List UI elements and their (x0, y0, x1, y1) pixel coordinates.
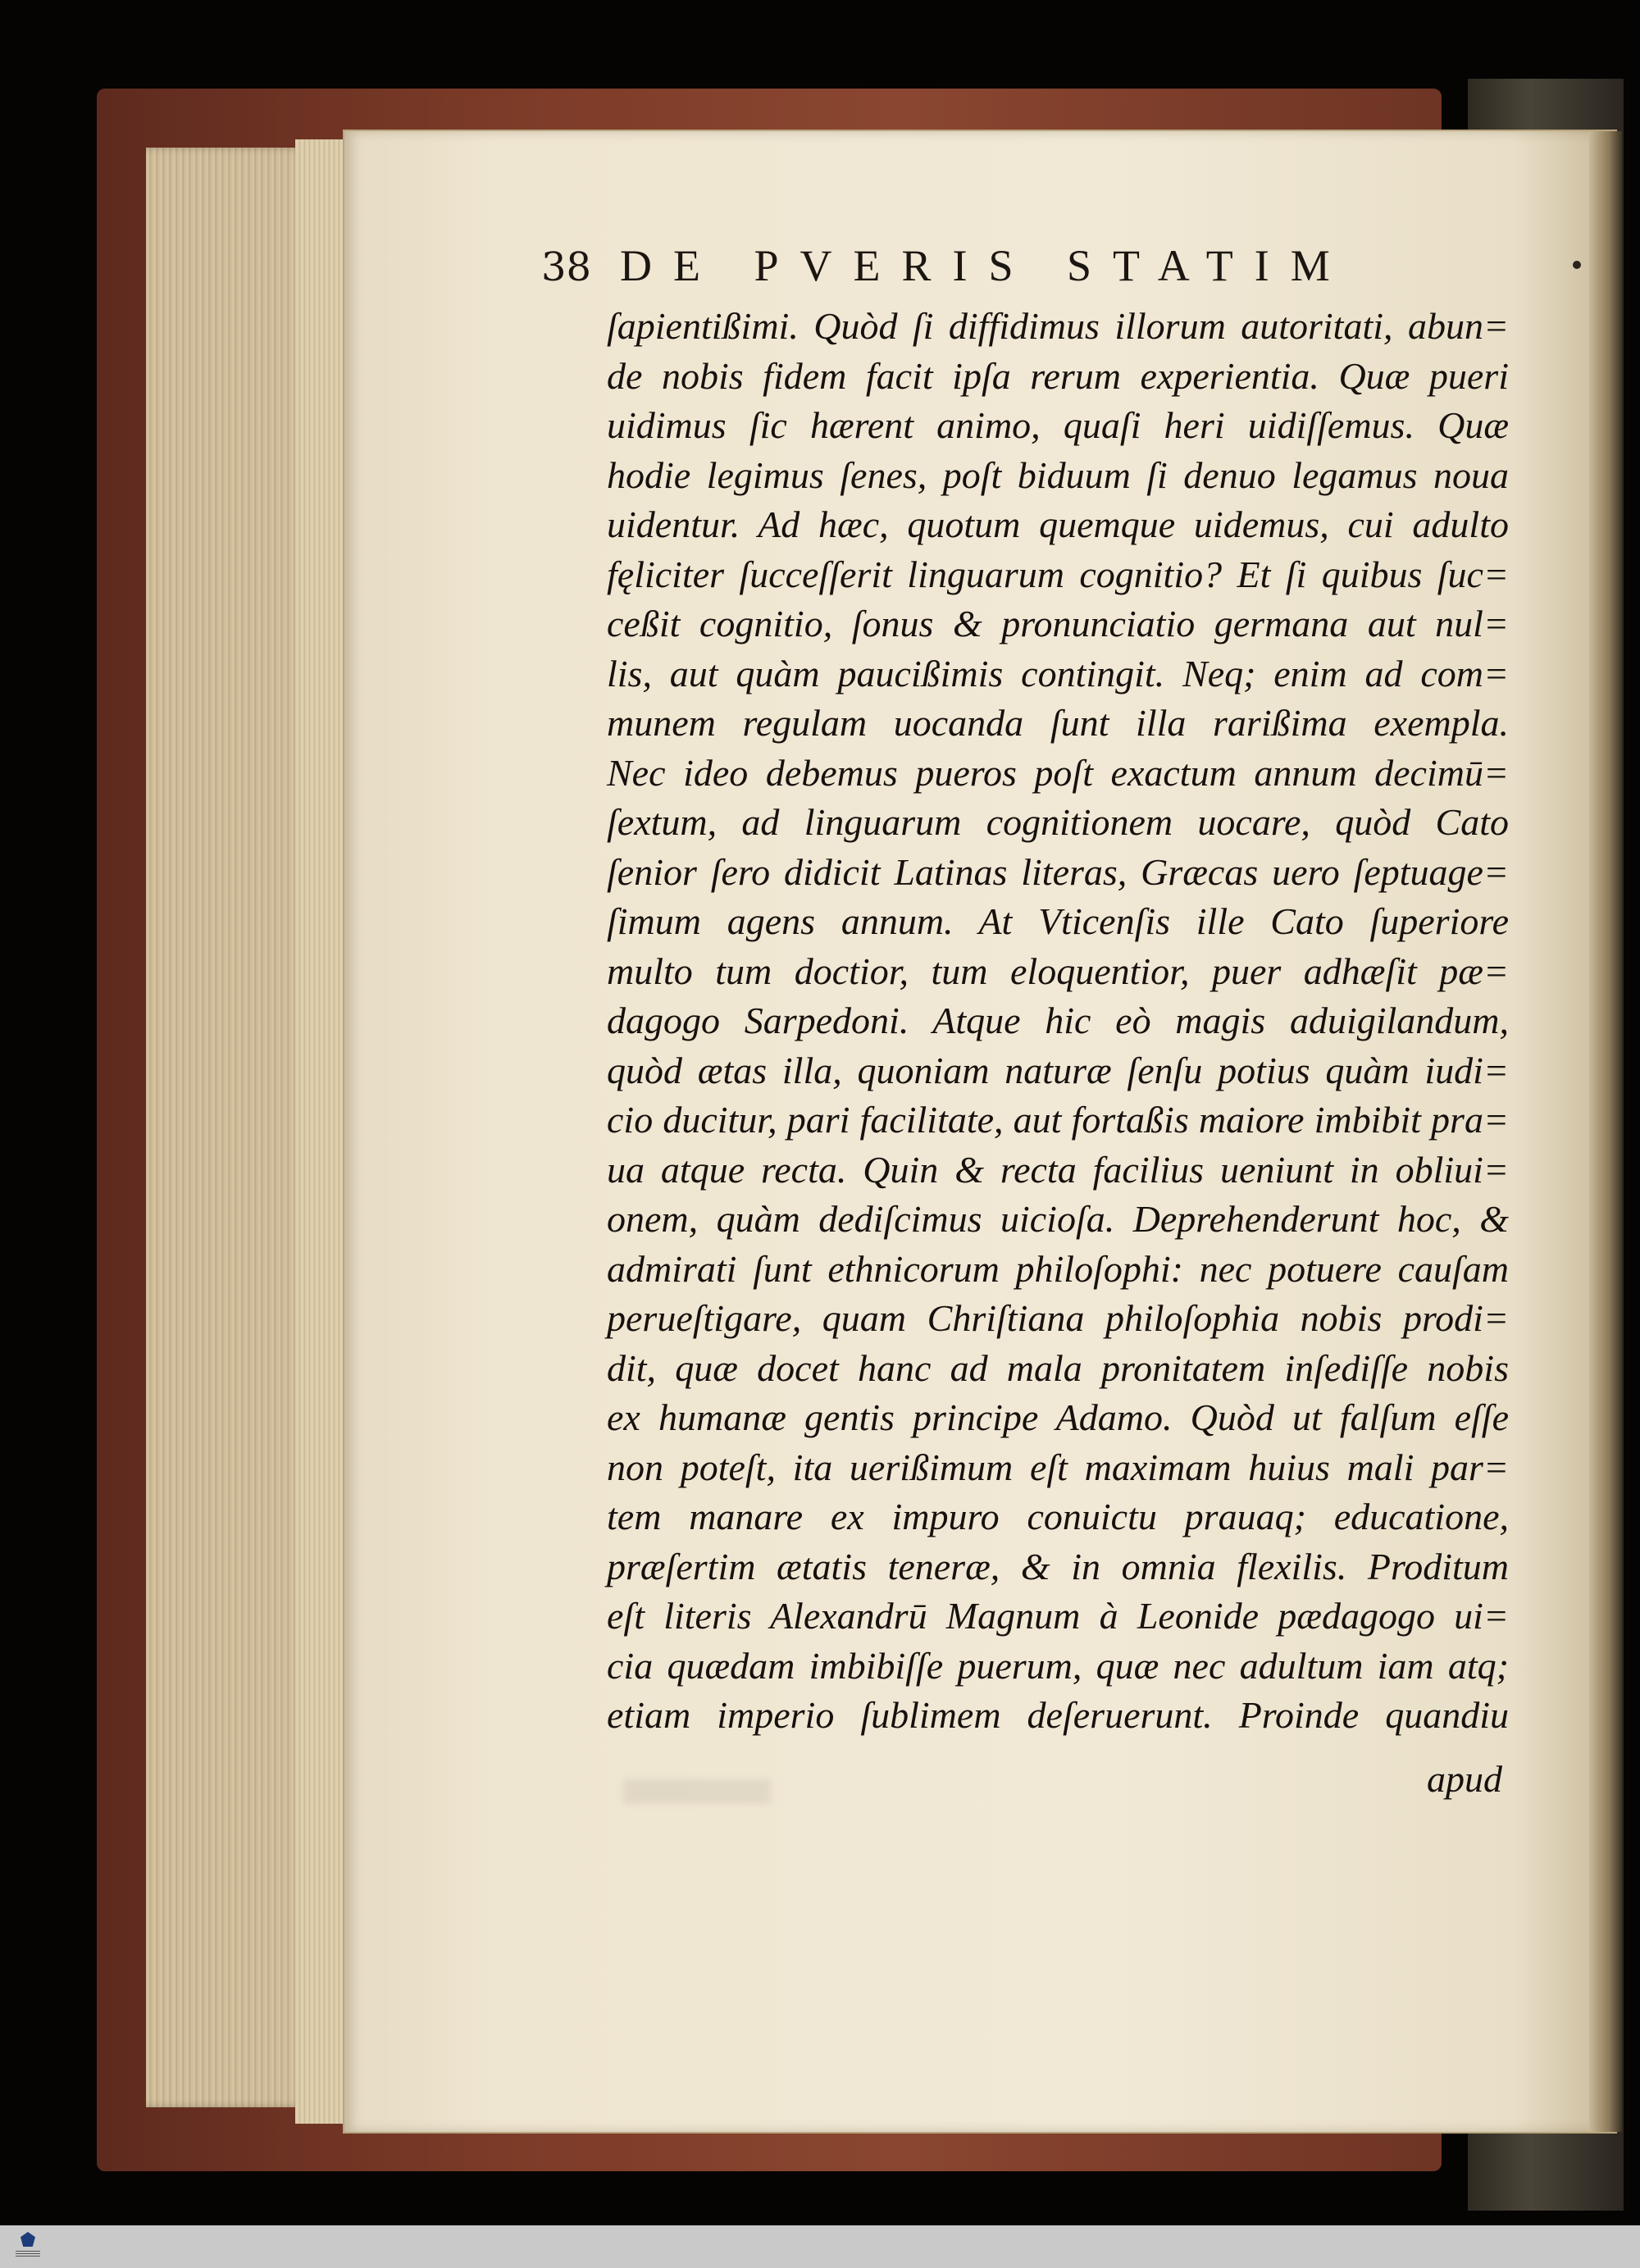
text-line: dit, quæ docet hanc ad mala pronitatem inſediſſe nobis (607, 1346, 1509, 1389)
text-line: munem regulam uocanda ſunt illa rarißima exempla. (607, 702, 1509, 744)
catchword: apud (1427, 1758, 1502, 1800)
page-number: 38 (541, 244, 592, 290)
text-line: tem manare ex impuro conuictu prauaq; educatione, (607, 1496, 1509, 1537)
page-gutter (1589, 131, 1622, 2132)
library-crest-icon (20, 2232, 35, 2247)
text-line: fęliciter ſucceſſerit linguarum cognitio? Et ſi quibus ſuc= (607, 553, 1509, 595)
text-line: cia quædam imbibiſſe puerum, quæ nec adultum iam atq; (607, 1644, 1509, 1687)
text-line: ceßit cognitio, ſonus & pronunciatio germana aut nul= (607, 603, 1509, 644)
text-line: Nec ideo debemus pueros poſt exactum annum decimū= (607, 751, 1509, 794)
text-line: eſt literis Alexandrū Magnum à Leonide pædagogo ui= (607, 1595, 1509, 1637)
text-line: cio ducitur, pari facilitate, aut fortaßis maiore imbibit pra= (607, 1099, 1509, 1141)
text-line: ſapientißimi. Quòd ſi diffidimus illorum autoritati, abun= (607, 305, 1509, 347)
text-line: de nobis fidem facit ipſa rerum experientia. Quæ pueri (607, 354, 1509, 397)
text-line: onem, quàm dediſcimus uicioſa. Deprehenderunt hoc, & (607, 1198, 1509, 1240)
library-logo-icon[interactable] (11, 2229, 44, 2265)
margin-ink-mark (1573, 261, 1581, 269)
text-line: uidimus ſic hærent animo, quaſi heri uidiſſemus. Quæ (607, 404, 1509, 446)
text-line: ſextum, ad linguarum cognitionem uocare, quòd Cato (607, 801, 1509, 843)
text-line: præſertim ætatis teneræ, & in omnia flexilis. Proditum (607, 1545, 1509, 1587)
text-line: ſimum agens annum. At Vticenſis ille Cato ſuperiore (607, 900, 1509, 942)
running-head (541, 239, 1427, 297)
text-line: ſenior ſero didicit Latinas literas, Græcas uero ſeptuage= (607, 850, 1509, 893)
text-line: ex humanæ gentis principe Adamo. Quòd ut falſum eſſe (607, 1396, 1509, 1438)
text-line: non poteſt, ita uerißimum eſt maximam huius mali par= (607, 1446, 1509, 1488)
text-line: uidentur. Ad hæc, quotum quemque uidemus, cui adulto (607, 503, 1509, 545)
text-line: lis, aut quàm paucißimis contingit. Neq; enim ad com= (607, 652, 1509, 695)
text-line: ua atque recta. Quin & recta facilius ueniunt in obliui= (607, 1148, 1509, 1191)
body-text (607, 302, 1509, 1741)
text-line: multo tum doctior, tum eloquentior, puer adhæſit pæ= (607, 950, 1509, 992)
text-line: quòd ætas illa, quoniam naturæ ſenſu potius quàm iudi= (607, 1049, 1509, 1091)
running-head-title: DE PVERIS STATIM (620, 241, 1351, 290)
text-line: perueſtigare, quam Chriſtiana philoſophia nobis prodi= (607, 1297, 1509, 1339)
viewer-footer-bar (0, 2225, 1640, 2268)
text-line: dagogo Sarpedoni. Atque hic eò magis aduigilandum, (607, 1000, 1509, 1041)
text-line: hodie legimus ſenes, poſt biduum ſi denuo legamus noua (607, 453, 1509, 496)
text-line: etiam imperio ſublimem deſeruerunt. Proinde quandiu (607, 1694, 1509, 1736)
text-line: admirati ſunt ethnicorum philoſophi: nec potuere cauſam (607, 1247, 1509, 1290)
library-wordmark-icon (16, 2250, 40, 2257)
show-through-stain (623, 1779, 771, 1804)
